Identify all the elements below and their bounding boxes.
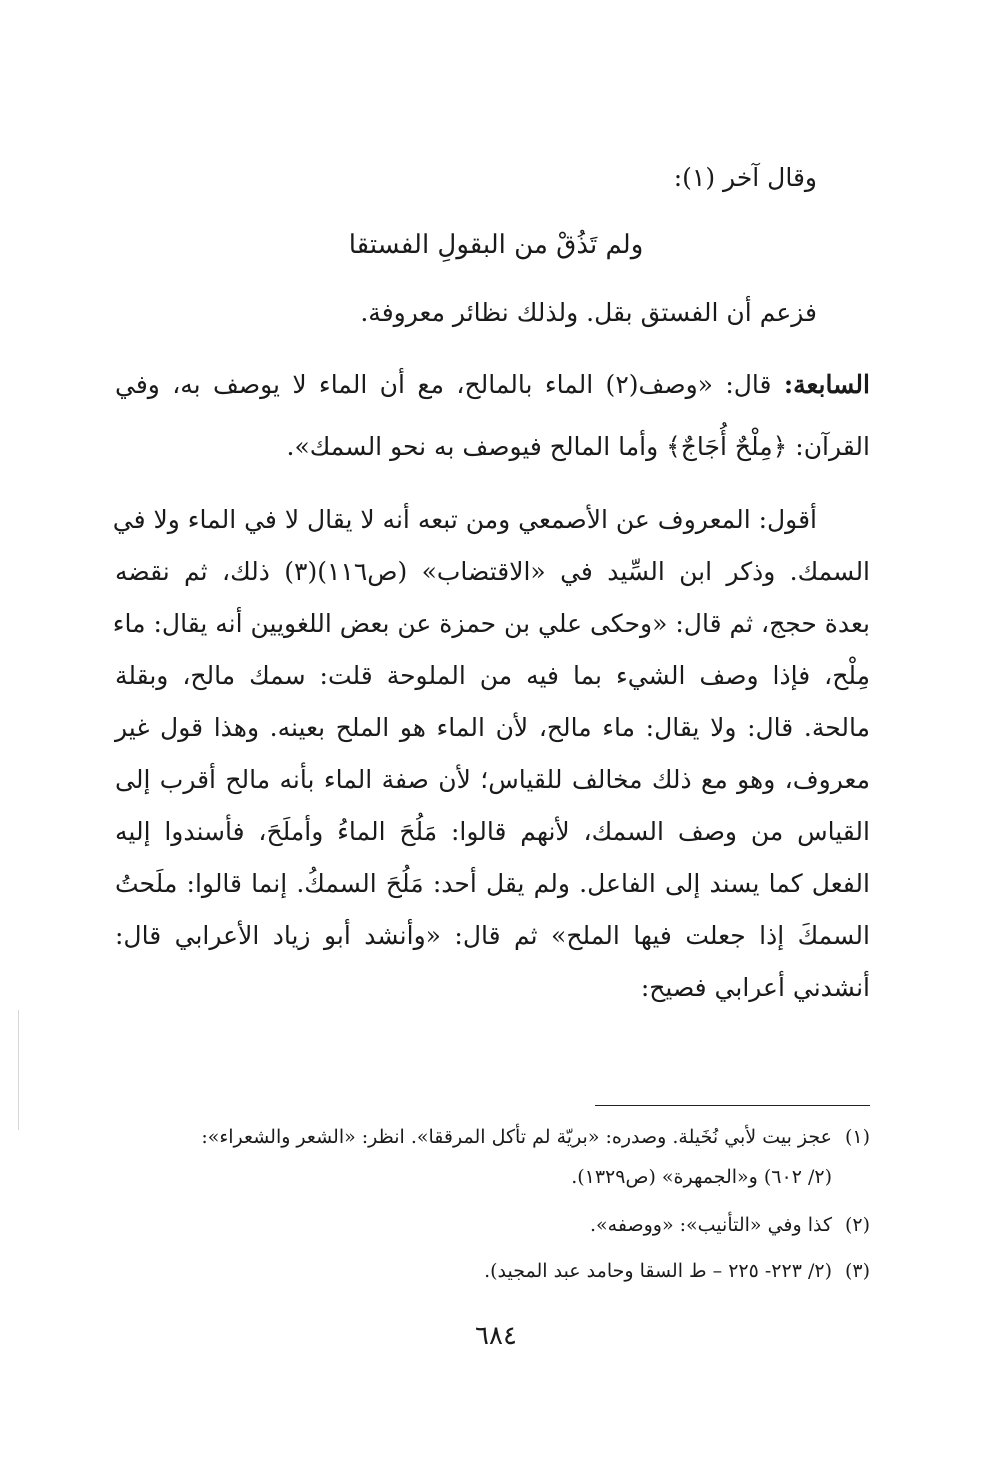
seventh-point-line-1 bbox=[115, 365, 870, 405]
commentary-line: السمك. وذكر ابن السِّيد في «الاقتضاب» (ص١١٦)(٣) ذلك، ثم نقضه bbox=[115, 557, 871, 586]
footnote-2 bbox=[115, 1210, 870, 1240]
commentary-line: أقول: المعروف عن الأصمعي ومن تبعه أنه لا يقال لا في الماء ولا في bbox=[112, 505, 817, 534]
seventh-point-label: السابعة: bbox=[783, 370, 870, 399]
commentary-line: السمكَ إذا جعلت فيها الملح» ثم قال: «وأنشد أبو زياد الأعرابي قال: bbox=[115, 921, 870, 950]
footnote-number: (١) bbox=[844, 1126, 870, 1148]
commentary-line: مالحة. قال: ولا يقال: ماء مالح، لأن الماء هو الملح بعينه. وهذا قول غير bbox=[115, 713, 870, 742]
page-number: ٦٨٤ bbox=[475, 1321, 517, 1351]
verse-line: ولم تَذُقْ من البقولِ الفستقا bbox=[348, 230, 644, 260]
seventh-point-line-2: القرآن: ﴿مِلْحٌ أُجَاجٌ﴾ وأما المالح فيوصف به نحو السمك». bbox=[286, 432, 870, 461]
footnote-1-continuation: (٢/ ٦٠٢) و«الجمهرة» (ص١٣٢٩). bbox=[571, 1166, 832, 1188]
commentary-line: الفعل كما يسند إلى الفاعل. ولم يقل أحد: مَلُحَ السمكُ. إنما قالوا: ملَحتُ bbox=[115, 869, 870, 898]
verse-commentary: فزعم أن الفستق بقل. ولذلك نظائر معروفة. bbox=[360, 298, 817, 327]
footnote-3 bbox=[115, 1256, 870, 1286]
footnote-number: (٣) bbox=[844, 1260, 870, 1282]
commentary-line: مِلْح، فإذا وصف الشيء بما فيه من الملوحة قلت: سمك مالح، وبقلة bbox=[115, 661, 870, 690]
footnote-text: (٢/ ٢٢٣- ٢٢٥ – ط السقا وحامد عبد المجيد). bbox=[484, 1260, 832, 1282]
commentary-line: معروف، وهو مع ذلك مخالف للقياس؛ لأن صفة الماء بأنه مالح أقرب إلى bbox=[115, 765, 870, 794]
footnote-1 bbox=[115, 1122, 870, 1152]
footnote-text: عجز بيت لأبي نُخَيلة. وصدره: «بريّة لم تأكل المرققا». انظر: «الشعر والشعراء»: bbox=[201, 1126, 832, 1148]
commentary-line: أنشدني أعرابي فصيح: bbox=[640, 973, 870, 1002]
footnote-text: كذا وفي «التأنيب»: «ووصفه». bbox=[590, 1214, 832, 1236]
footnote-separator bbox=[595, 1105, 870, 1106]
commentary-line: بعدة حجج، ثم قال: «وحكى علي بن حمزة عن بعض اللغويين أنه يقال: ماء bbox=[112, 609, 870, 638]
seventh-point-text: قال: «وصف(٢) الماء بالمالح، مع أن الماء لا يوصف به، وفي bbox=[115, 370, 772, 399]
footnote-number: (٢) bbox=[844, 1214, 870, 1236]
intro-line: وقال آخر (١): bbox=[673, 163, 817, 192]
commentary-line: القياس من وصف السمك، لأنهم قالوا: مَلُحَ الماءُ وأملَحَ، فأسندوا إليه bbox=[115, 817, 870, 846]
scan-edge-mark bbox=[18, 1010, 19, 1130]
